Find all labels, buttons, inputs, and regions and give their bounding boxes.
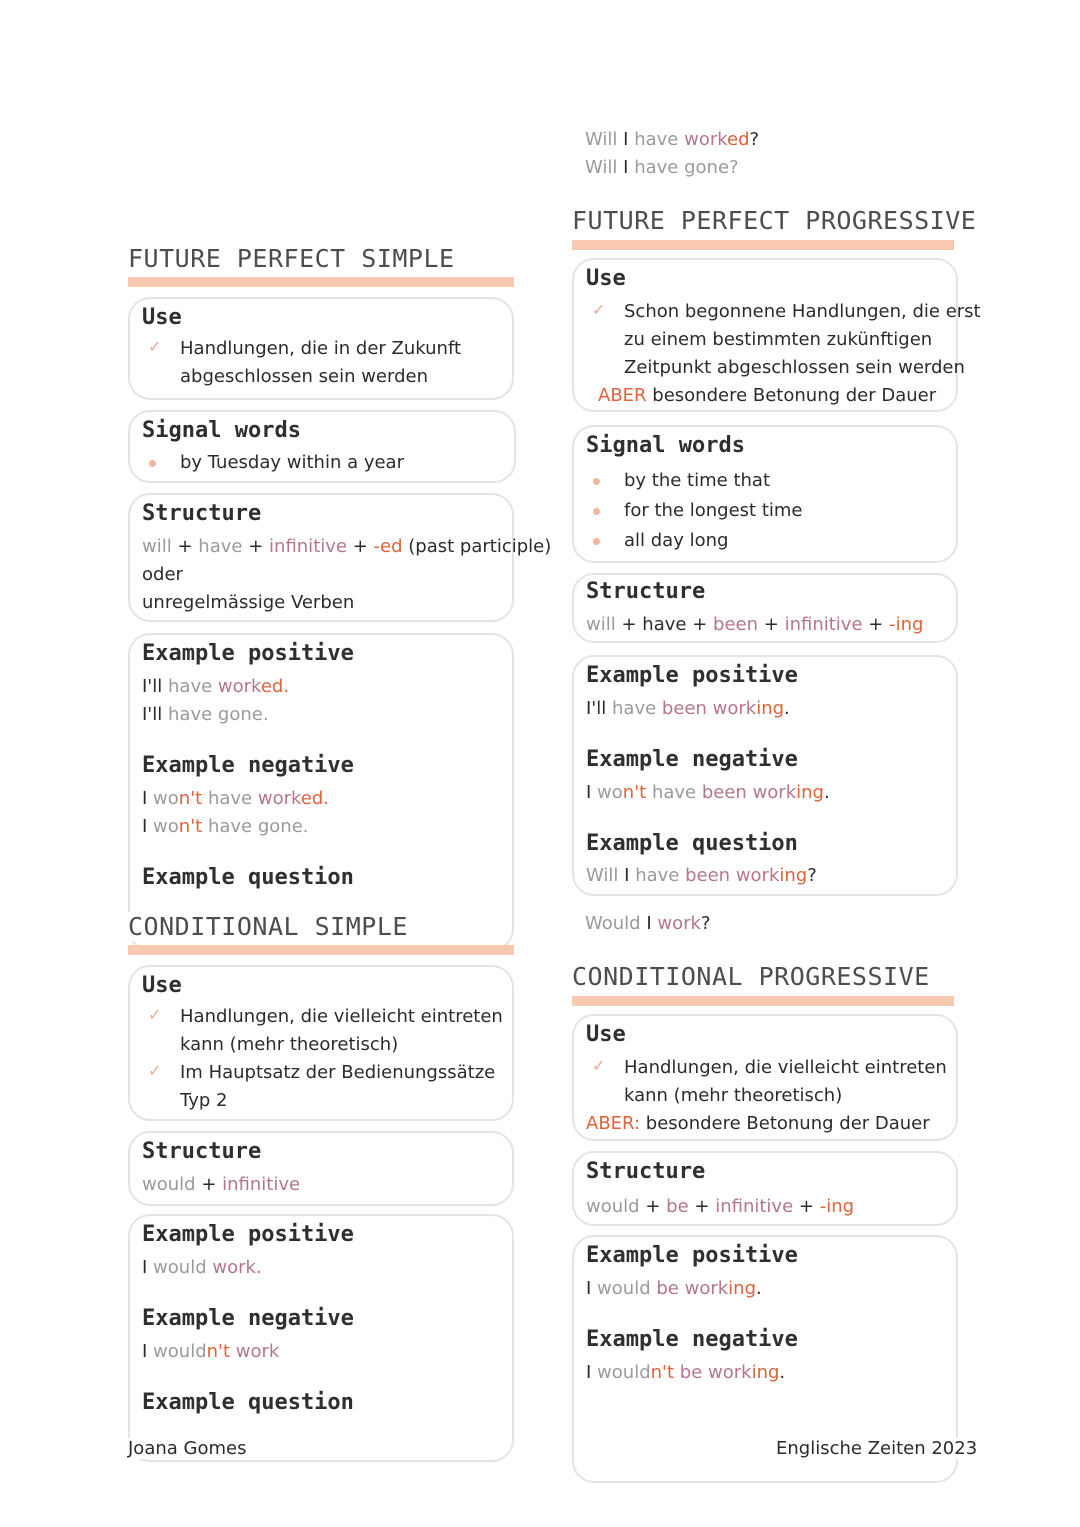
bullet-icon: [149, 460, 156, 467]
bullet-icon: [593, 478, 600, 485]
fpp-pos-title: Example positive: [586, 663, 798, 688]
fpp-question-line: Will I have been working?: [586, 865, 817, 886]
cs-structure-card: [128, 1131, 514, 1206]
fps-question-title: Example question: [142, 865, 354, 890]
fps-signal-card: [128, 410, 516, 483]
fpp-use-line1: Schon begonnene Handlungen, die erst: [624, 301, 981, 322]
cs-heading: CONDITIONAL SIMPLE: [128, 912, 414, 941]
cs-use-card: [128, 965, 514, 1121]
fps-pos-line1: I'll have worked.: [142, 676, 290, 697]
fps-heading: FUTURE PERFECT SIMPLE: [128, 244, 455, 273]
fps-question-line2: Will I have gone?: [585, 157, 739, 178]
footer-author: Joana Gomes: [128, 1438, 247, 1459]
fpp-examples-card: [572, 655, 958, 896]
bullet-icon: [593, 538, 600, 545]
fpp-question-title: Example question: [586, 831, 798, 856]
cs-use-line2: kann (mehr theoretisch): [180, 1034, 399, 1055]
cs-use-line1: Handlungen, die vielleicht eintreten: [180, 1006, 503, 1027]
check-icon: ✓: [592, 1056, 606, 1075]
fps-pos-line2: I'll have gone.: [142, 704, 269, 725]
fpp-neg-line: I won't have been working.: [586, 782, 830, 803]
fps-use-line1: Handlungen, die in der Zukunft: [180, 338, 462, 359]
fps-use-title: Use: [142, 305, 182, 330]
fpp-use-line2: zu einem bestimmten zukünftigen: [624, 329, 933, 350]
cp-heading: CONDITIONAL PROGRESSIVE: [572, 962, 930, 991]
fps-use-line2: abgeschlossen sein werden: [180, 366, 428, 387]
cs-neg-line: I wouldn't work: [142, 1341, 280, 1362]
fps-neg-line2: I won't have gone.: [142, 816, 309, 837]
fpp-signal-item1: by the time that: [624, 470, 771, 491]
fps-question-line1: Will I have worked?: [585, 129, 760, 150]
fpp-neg-title: Example negative: [586, 747, 798, 772]
cp-pos-line: I would be working.: [586, 1278, 762, 1299]
cp-pos-title: Example positive: [586, 1243, 798, 1268]
check-icon: ✓: [592, 300, 606, 319]
fpp-structure-formula: will + have + been + infinitive + -ing: [586, 614, 924, 635]
cs-heading-underline: [128, 945, 514, 955]
fpp-use-line4: ABER besondere Betonung der Dauer: [598, 385, 937, 406]
cs-examples-card: [128, 1214, 514, 1462]
cp-use-line3: ABER: besondere Betonung der Dauer: [586, 1113, 930, 1134]
fpp-structure-card: [572, 573, 958, 643]
fps-signal-item: by Tuesday within a year: [180, 452, 404, 473]
cs-pos-line: I would work.: [142, 1257, 262, 1278]
fpp-heading: FUTURE PERFECT PROGRESSIVE: [572, 206, 977, 235]
cs-pos-title: Example positive: [142, 1222, 354, 1247]
cp-structure-formula: would + be + infinitive + -ing: [586, 1196, 855, 1217]
cs-use-title: Use: [142, 973, 182, 998]
fps-examples-card: [128, 633, 514, 951]
fpp-use-title: Use: [586, 266, 626, 291]
cs-question-title: Example question: [142, 1390, 354, 1415]
cs-question-line: Would I work?: [585, 913, 711, 934]
fpp-use-line3: Zeitpunkt abgeschlossen sein werden: [624, 357, 965, 378]
fps-structure-oder: oder: [142, 564, 183, 585]
fpp-signal-card: [572, 425, 958, 563]
cp-structure-title: Structure: [586, 1159, 706, 1184]
fpp-use-card: [572, 258, 981, 412]
fps-use-card: [128, 297, 514, 400]
cs-neg-title: Example negative: [142, 1306, 354, 1331]
check-icon: ✓: [148, 337, 162, 356]
cs-use-line3: Im Hauptsatz der Bedienungssätze: [180, 1062, 496, 1083]
cs-structure-formula: would + infinitive: [142, 1174, 301, 1195]
fps-signal-title: Signal words: [142, 418, 301, 443]
check-icon: ✓: [148, 1005, 162, 1024]
cp-neg-line: I wouldn't be working.: [586, 1362, 786, 1383]
cp-use-line2: kann (mehr theoretisch): [624, 1085, 843, 1106]
fpp-heading-underline: [572, 240, 954, 250]
fpp-signal-item3: all day long: [624, 530, 729, 551]
cp-neg-title: Example negative: [586, 1327, 798, 1352]
fps-structure-title: Structure: [142, 501, 262, 526]
fpp-signal-item2: for the longest time: [624, 500, 803, 521]
fps-structure-formula: will + have + infinitive + -ed (past participle): [142, 536, 552, 557]
cp-use-line1: Handlungen, die vielleicht eintreten: [624, 1057, 947, 1078]
fps-structure-irregular: unregelmässige Verben: [142, 592, 355, 613]
fps-pos-title: Example positive: [142, 641, 354, 666]
footer-document: Englische Zeiten 2023: [776, 1438, 978, 1459]
cp-use-title: Use: [586, 1022, 626, 1047]
cp-use-card: [572, 1014, 958, 1141]
cs-structure-title: Structure: [142, 1139, 262, 1164]
bullet-icon: [593, 508, 600, 515]
cp-heading-underline: [572, 996, 954, 1006]
fps-structure-card: [128, 493, 552, 622]
fps-neg-title: Example negative: [142, 753, 354, 778]
fpp-structure-title: Structure: [586, 579, 706, 604]
fps-heading-underline: [128, 277, 514, 287]
cp-structure-card: [572, 1151, 958, 1226]
fps-neg-line1: I won't have worked.: [142, 788, 329, 809]
fpp-signal-title: Signal words: [586, 433, 745, 458]
cs-use-line4: Typ 2: [180, 1090, 228, 1111]
fpp-pos-line: I'll have been working.: [586, 698, 790, 719]
check-icon: ✓: [148, 1061, 162, 1080]
